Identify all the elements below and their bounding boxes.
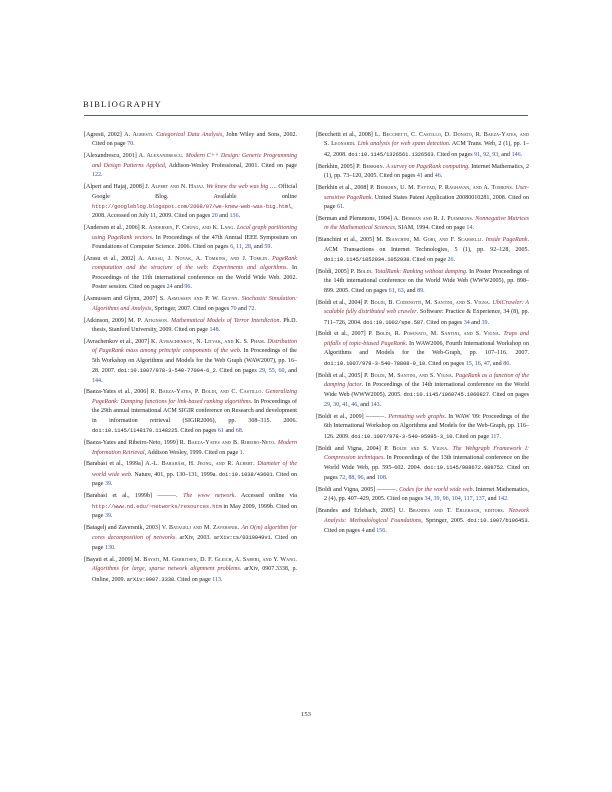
entry-publication-info-cont: in May 2009, 1999b. Cited on page <box>92 503 297 520</box>
entry-terminator: . <box>133 141 135 148</box>
entry-terminator: . <box>520 151 523 158</box>
entry-publication-info-cont: . Cited on pages <box>177 428 218 435</box>
page-reference[interactable]: 130 <box>104 544 115 551</box>
entry-title[interactable]: Stochastic Simulation: Algorithms and Analysis <box>92 296 298 312</box>
bibliography-entry <box>84 152 297 180</box>
citation-key: [Bianchini et al., 2005] <box>316 237 377 244</box>
page-reference[interactable]: 24 <box>166 284 173 291</box>
entry-authors: K. Avrachenkov, N. Litvak, and K. S. Pham. <box>150 338 268 345</box>
entry-authors: P. Boldi, B. Codenotti, M. Santini, and S. Vigna. <box>364 299 493 306</box>
entry-terminator: . <box>342 203 345 210</box>
entry-title[interactable]: The www network <box>183 493 235 500</box>
entry-authors: L. Becchetti, C. Castillo, D. Donato, R. Baeza-Yates, and S. Leonardi. <box>324 132 529 148</box>
page-reference[interactable]: 16 <box>474 360 481 367</box>
entry-publication-info-cont: . Cited on pages <box>433 151 475 158</box>
page-reference[interactable]: 93 <box>492 151 499 158</box>
entry-authors: R. Baeza-Yates, P. Boldi, and C. Castillo. <box>150 389 266 396</box>
bibliography-entry <box>84 556 297 585</box>
entry-authors: U. Brandes and T. Erlebach, editors. <box>398 508 509 514</box>
page-reference[interactable]: 89 <box>417 287 424 294</box>
page-reference[interactable]: 39 <box>104 513 111 520</box>
page-reference[interactable]: 20 <box>211 213 218 220</box>
entry-doi[interactable]: doi:10.1145/1148170.1148225 <box>92 427 178 435</box>
entry-publication-info-cont: . Cited on pages <box>324 518 530 534</box>
bibliography-entry: [Berkhin, 2005] P. Berkhin. A survey on PageRank computing. Internet Mathematics, 2 (1), pp. 73–120, 2005. Cited on pages 41 and 46. <box>316 163 529 180</box>
page-reference[interactable]: 55 <box>268 368 275 375</box>
entry-terminator: . <box>379 401 382 408</box>
entry-doi[interactable]: doi:10.1007/978-3-540-95995-3_10 <box>351 432 453 440</box>
page-reference[interactable]: 28 <box>244 244 252 251</box>
page-reference[interactable]: 72 <box>339 474 346 481</box>
bibliography-entry: [Boldi et al., 2004] P. Boldi, B. Codenotti, M. Santini, and S. Vigna. UbiCrawler: A scalable fully distributed web crawler. Software: Practice & Experience, 34 (8), pp. 711–726, 2004. doi:10.1002/spe.587. Cited on pages 34 and 39. <box>316 299 530 326</box>
page-number: 153 <box>301 711 311 718</box>
page-reference[interactable]: 72 <box>248 305 255 312</box>
page-reference[interactable]: 96 <box>184 284 191 291</box>
bibliography-entry <box>316 413 529 442</box>
entry-title[interactable]: Inside PageRank <box>485 237 528 244</box>
entry-authors: P. Boldi. <box>350 268 375 275</box>
entry-authors: P. Boldi and S. Vigna. <box>384 445 453 452</box>
page-reference[interactable]: 39 <box>433 496 440 503</box>
bibliography-entry: [Andersen et al., 2006] R. Andersen, F. Chung, and K. Lang. Local graph partitioning using PageRank vectors. In Proceedings of the 47th Annual IEEE Symposium on Foundations of Computer Science. 2006. Cited on pages 6, 11, 28, and 59. <box>84 225 298 251</box>
entry-title[interactable]: PageRank computation and the structure of the web: Experiments and algorithms <box>92 256 297 272</box>
page-reference[interactable]: 108 <box>376 474 386 481</box>
bibliography-entry: [Boldi et al., 2005] P. Boldi, M. Santini, and S. Vigna. PageRank as a function of the damping factor. In Proceedings of the 14th international conference on the World Wide Web (WWW2005). 2005. doi:10.1145/1060745.1060827. Cited on pages 29, 30, 41, 46, and 143. <box>316 372 530 408</box>
citation-key: [Becchetti et al., 2008] <box>316 132 375 138</box>
entry-terminator: . <box>509 360 511 367</box>
entry-doi[interactable]: doi:10.1007/b106453 <box>467 517 528 525</box>
page-reference[interactable]: 117 <box>463 496 473 503</box>
entry-terminator: . <box>190 284 192 291</box>
page-reference[interactable]: 122 <box>92 172 102 179</box>
bibliography-columns <box>84 131 530 691</box>
entry-publication-info: . In Proceedings of the 11th international conference on the World Wide Web. 2002. Poster session. Cited on pages <box>92 265 297 291</box>
entry-title[interactable]: A survey on PageRank computing <box>386 163 469 170</box>
citation-key: [Andersen et al., 2006] <box>84 225 142 232</box>
page-reference[interactable]: 41 <box>342 401 349 408</box>
bibliography-entry <box>84 492 297 521</box>
entry-publication-info: . In Proceedings of the 47th Annual IEEE Symposium on Foundations of Computer Science. 2006. Cited on pages <box>92 234 298 251</box>
bibliography-entry: [Avrachenkov et al., 2007] K. Avrachenkov, N. Litvak, and K. S. Pham. Distribution of PageRank mass among principle components of the web. In Proceedings of the 5th Workshop on Algorithms and Models for the Web Graph (WAW2007), pp. 16–28. 2007. doi:10.1007/978-3-540-77004-6_2. Cited on pages 29, 55, 60, and 144. <box>84 338 298 384</box>
entry-authors: J. Alpert and N. Hajaj. <box>145 184 207 191</box>
bibliography-entry: [Boldi, 2005] P. Boldi. TotalRank: Ranking without damping. In Poster Proceedings of the 14th international conference on the World Wide Web (WWW2005), pp. 898–899. 2005. Cited on pages 61, 63, and 89. <box>316 268 529 294</box>
entry-authors: P. Berkhin, U. M. Fayyad, P. Raghavan, and A. Tomkins. <box>370 185 516 192</box>
entry-authors: P. Berkhin. <box>356 163 387 170</box>
page-reference[interactable]: 46 <box>351 401 358 408</box>
citation-key: [Boldi and Vigna, 2004] <box>316 445 385 452</box>
entry-terminator: . <box>423 287 425 294</box>
entry-title[interactable]: Modern C++ Design: Generic Programming and Design Patterns Applied <box>92 153 297 169</box>
left-column <box>84 131 297 691</box>
entry-title[interactable]: An O(m) algorithm for cores decomposition of networks <box>92 524 297 542</box>
bibliography-entry <box>84 439 297 458</box>
citation-key: [Berman and Plemmons, 1994] <box>316 215 394 222</box>
entry-authors: ———. <box>376 486 400 493</box>
citation-key: [Baeza-Yates and Ribeiro-Neto, 1999] <box>84 440 180 447</box>
entry-title[interactable]: We knew the web was big … <box>206 184 276 191</box>
entry-authors: V. Batagelj and M. Zaversnik. <box>161 524 242 531</box>
page-reference[interactable]: 41 <box>416 173 423 180</box>
entry-publication-info-cont: . Cited on page <box>409 257 448 263</box>
entry-authors: A. Berman and R. J. Plemmons. <box>393 215 476 222</box>
entry-publication-info: . Nature, 401, pp. 130–131, 1999a. <box>131 471 219 478</box>
entry-terminator: . <box>487 319 490 326</box>
entry-terminator: . <box>110 481 113 488</box>
right-column <box>316 131 529 691</box>
citation-key: [Agresti, 2002] <box>84 132 125 138</box>
entry-authors: ———. <box>365 413 389 420</box>
entry-publication-info: . In Proceedings of the 29th annual international ACM SIGIR conference on Research and development in information retrieval (SIGIR2006), pp. 308–315. 2006. <box>92 398 297 424</box>
bibliography-entry <box>84 460 297 489</box>
entry-publication-info: . Internet Mathematics, 2 (4), pp. 407–429, 2005. Cited on pages <box>324 486 529 503</box>
entry-publication-info: . In Proceedings of the 13th international conference on the World Wide Web, pp. 595–602. 2004. <box>324 454 529 472</box>
page-reference[interactable]: 96 <box>357 474 364 481</box>
entry-publication-info-cont: . Cited on pages <box>324 465 530 481</box>
entry-authors: S. Asmussen and P. W. Glynn. <box>159 296 242 303</box>
page-reference[interactable]: 60 <box>278 368 285 375</box>
entry-publication-info-cont: , 2008. Accessed on July 11, 2009. Cited on pages <box>92 203 293 220</box>
page-reference[interactable]: 70 <box>127 141 134 148</box>
entry-publication-info: . In WAW '09: Proceedings of the 6th International Workshop on Algorithms and Models for the Web-Graph, pp. 116–126. 2009. <box>324 413 529 440</box>
citation-key: [Asmussen and Glynn, 2007] <box>84 296 160 303</box>
entry-publication-info: . Accessed online via <box>234 493 297 500</box>
page-reference[interactable]: 61 <box>388 287 395 294</box>
page-reference[interactable]: 47 <box>483 360 490 367</box>
entry-terminator: . <box>221 576 223 583</box>
page-reference[interactable]: 15 <box>465 360 472 367</box>
page-reference[interactable]: 117 <box>490 433 500 440</box>
entry-terminator: . <box>472 225 474 232</box>
entry-doi[interactable]: doi:10.1145/1060745.1060827 <box>403 391 489 399</box>
entry-title[interactable]: PageRank as a function of the damping factor <box>324 372 530 388</box>
entry-terminator: . <box>385 474 388 481</box>
running-head: BIBLIOGRAPHY <box>83 99 162 109</box>
entry-publication-info: . In Proceedings of the 5th Workshop on Algorithms and Models for the Web Graph (WAW2007), pp. 16–28. 2007. <box>92 348 297 375</box>
entry-title[interactable]: User-sensitive PageRank <box>324 185 529 201</box>
entry-publication-info: . United States Patent Application 20080010281, 2008. Cited on page <box>324 194 530 210</box>
entry-doi[interactable]: arXiv:cs/0310049v1 <box>213 534 271 542</box>
entry-terminator: . <box>238 213 241 220</box>
entry-authors: M. Bayati, M. Gerritsen, D. F. Gleich, A. Saberi, and Y. Wang. <box>134 556 297 563</box>
page-reference[interactable]: 91 <box>474 151 481 158</box>
citation-key: [Boldi et al., 2009] <box>316 413 366 420</box>
entry-publication-info: . arXiv, 2003. <box>175 535 214 542</box>
page-reference[interactable]: 61 <box>336 203 343 210</box>
entry-title[interactable]: Modern Information Retrieval <box>92 440 297 456</box>
entry-publication-info: . ACM Trans. Web, 2 (1), pp. 1–42, 2008. <box>324 141 529 158</box>
page-reference[interactable]: 156 <box>376 527 386 534</box>
citation-key: [Atkinson, 2009] <box>84 317 129 324</box>
citation-key: [Bayati et al., 2009] <box>84 556 135 563</box>
entry-doi[interactable]: doi:10.1002/spe.587 <box>363 318 424 326</box>
bibliography-entry: [Boldi and Vigna, 2004] P. Boldi and S. Vigna. The Webgraph Framework I: Compression techniques. In Proceedings of the 13th international conference on the World Wide Web, pp. 595–602. 2004. doi:10.1145/988672.988752. Cited on pages 72, 88, 96, and 108. <box>316 445 530 481</box>
header-rule <box>84 115 528 116</box>
page-reference[interactable]: 4 <box>361 527 365 534</box>
entry-authors: A. Agresti. <box>124 132 157 138</box>
bibliography-entry: [Baeza-Yates et al., 2006] R. Baeza-Yates, P. Boldi, and C. Castillo. Generalizing PageRank: Damping functions for link-based ranking algorithms. In Proceedings of the 29th annual international ACM SIGIR conference on Research and development in information retrieval (SIGIR2006), pp. 308–315. 2006. doi:10.1145/1148170.1148225. Cited on pages 61 and 68. <box>84 389 297 435</box>
page-reference[interactable]: 26 <box>447 257 454 263</box>
page-reference[interactable]: 92 <box>483 151 490 158</box>
entry-doi[interactable]: doi:10.1038/43601 <box>218 470 273 478</box>
page-reference[interactable]: 46 <box>434 173 441 180</box>
entry-terminator: . <box>101 377 103 384</box>
entry-doi[interactable]: doi:10.1007/978-3-540-77004-6_2 <box>117 367 216 375</box>
entry-title[interactable]: Mathematical Models of Terror Interdiction <box>171 317 280 324</box>
entry-title[interactable]: UbiCrawler: A scalable fully distributed web crawler <box>324 299 530 316</box>
entry-title[interactable]: Distribution of PageRank mass among principle components of the web <box>92 338 297 355</box>
page-reference[interactable]: 29 <box>324 401 331 408</box>
bibliography-entry <box>316 215 529 234</box>
bibliography-entry <box>84 131 297 150</box>
page-reference[interactable]: 96 <box>442 496 449 503</box>
page-reference[interactable]: 68 <box>235 428 242 435</box>
entry-publication-info: . In WAW2006, Fourth International Workshop on Algorithms and Models for the Web-Graph, pp. 107–116. 2007. <box>324 340 529 357</box>
bibliography-entry: [Becchetti et al., 2008] L. Becchetti, C. Castillo, D. Donato, R. Baeza-Yates, and S. Leonardi. Link analysis for web spam detection. ACM Trans. Web, 2 (1), pp. 1–42, 2008. doi:10.1145/1326561.1326563. Cited on pages 91, 92, 93, and 146. <box>316 132 529 158</box>
page-reference[interactable]: 137 <box>475 496 485 503</box>
entry-publication-info: . Software: Practice & Experience, 34 (8), pp. 711–726, 2004. <box>324 309 530 326</box>
page-reference[interactable]: 34 <box>424 496 431 503</box>
entry-publication-info: . In Proceedings of the 14th international conference on the World Wide Web (WWW2005). 2005. <box>324 382 529 399</box>
entry-authors: ———. <box>157 493 184 500</box>
bibliography-entry <box>316 236 529 265</box>
entry-publication-info: . Internet Mathematics, 2 (1), pp. 73–120, 2005. Cited on pages <box>324 163 529 180</box>
entry-publication-info-cont: . Cited on page <box>92 535 298 551</box>
entry-authors: M. Bianchini, M. Gori, and F. Scarselli. <box>376 237 486 244</box>
page-reference[interactable]: 86 <box>503 360 510 367</box>
citation-key: [Boldi and Vigna, 2005] <box>316 486 377 493</box>
entry-terminator: . <box>440 173 443 180</box>
entry-publication-info: , SIAM, 1994. Cited on page <box>395 225 467 232</box>
entry-publication-info: . Official Google Blog. Available online <box>92 184 298 200</box>
entry-terminator: . <box>101 172 103 179</box>
page-reference[interactable]: 39 <box>104 481 111 488</box>
entry-publication-info-cont: . Cited on pages <box>423 319 464 326</box>
entry-publication-info: . Ph.D. thesis, Stanford University, 2009. Cited on page <box>92 317 297 333</box>
page-reference[interactable]: 148 <box>209 326 219 333</box>
entry-publication-info-cont: . Cited on page <box>452 433 491 440</box>
entry-title[interactable]: Algorithms for large, sparse network alignment problems <box>92 566 240 573</box>
citation-key: [Batagelj and Zaversnik, 2003] <box>84 524 162 531</box>
bibliography-entry <box>84 524 297 553</box>
page-reference[interactable]: 1 <box>239 449 243 456</box>
entry-doi[interactable]: doi:10.1007/978-3-540-78808-9_10 <box>324 359 426 367</box>
page-reference[interactable]: 136 <box>229 213 239 220</box>
citation-key: [Boldi et al., 2007] <box>316 331 369 338</box>
entry-terminator: . <box>114 544 116 551</box>
entry-url[interactable]: http://googleblog.blogspot.com/2008/07/we-knew-web-was-big.html <box>92 202 292 210</box>
page-reference[interactable]: 63 <box>397 287 404 294</box>
page-reference[interactable]: 29 <box>258 368 265 375</box>
entry-publication-info: . arXiv, 0907.3338, p. Online, 2009. <box>92 566 297 583</box>
entry-publication-info: , John Wiley and Sons, 2002. Cited on page <box>92 132 298 148</box>
entry-terminator: . <box>242 449 245 456</box>
entry-publication-info-cont: . Cited on pages <box>425 360 466 367</box>
bibliography-entry: [Arasu et al., 2002] A. Arasu, J. Novak, A. Tomkins, and J. Tomlin. PageRank computation and the structure of the web: Experiments and algorithms. In Proceedings of the 11th international conference on the World Wide Web. 2002. Poster session. Cited on pages 24 and 96. <box>84 256 297 291</box>
citation-key: [Arasu et al., 2002] <box>84 256 139 262</box>
citation-key: [Avrachenkov et al., 2007] <box>84 338 151 345</box>
entry-authors: A. Arasu, J. Novak, A. Tomkins, and J. Tomlin. <box>138 256 273 262</box>
entry-title[interactable]: Local graph partitioning using PageRank vectors <box>92 225 298 241</box>
page-reference[interactable]: 11 <box>236 244 242 251</box>
entry-terminator: . <box>453 257 456 263</box>
entry-title[interactable]: Codes for the world wide web <box>399 486 473 493</box>
page-reference[interactable]: 143 <box>370 401 380 408</box>
entry-title[interactable]: Generalizing PageRank: Damping functions for link-based ranking algorithms <box>92 389 297 405</box>
citation-key: [Barabási et al., 1999a] <box>84 461 146 468</box>
citation-key: [Baeza-Yates et al., 2006] <box>84 389 151 396</box>
entry-authors: A.-L. Barabási, H. Jeong, and R. Albert. <box>145 461 258 468</box>
entry-terminator: . <box>110 513 113 520</box>
entry-publication-info: , Springer, 2005. <box>421 518 468 525</box>
citation-key: [Berkhin, 2005] <box>316 163 357 170</box>
entry-publication-info-cont: . Cited on page <box>92 471 297 488</box>
entry-publication-info: , Addison-Wesley Professional, 2001. Cited on page <box>164 162 297 169</box>
page-reference[interactable]: 59 <box>264 244 271 251</box>
entry-terminator: . <box>499 433 501 440</box>
entry-authors: P. Boldi, M. Santini, and S. Vigna. <box>364 372 456 379</box>
entry-authors: R. Andersen, F. Chung, and K. Lang. <box>141 225 237 232</box>
entry-title[interactable]: Categorical Data Analysis <box>156 132 223 138</box>
entry-authors: A. Alexandrescu. <box>138 153 186 160</box>
page-reference[interactable]: 146 <box>511 151 521 158</box>
citation-key: [Boldi, 2005] <box>316 268 351 275</box>
bibliography-entry: [Brandes and Erlebach, 2005] U. Brandes and T. Erlebach, editors. Network Analysis: Methodological Foundations, Springer, 2005. doi:10.1007/b106453. Cited on pages 4 and 156. <box>316 508 530 534</box>
bibliography-entry: [Boldi and Vigna, 2005] ———. Codes for the world wide web. Internet Mathematics, 2 (4), pp. 407–429, 2005. Cited on pages 34, 39, 96, 104, 117, 137, and 142. <box>316 486 529 503</box>
entry-terminator: . <box>254 305 256 312</box>
entry-terminator: . <box>270 244 272 251</box>
bibliography-entry: [Boldi et al., 2007] P. Boldi, R. Posenato, M. Santini, and S. Vigna. Traps and pitfalls of topic-biased PageRank. In WAW2006, Fourth International Workshop on Algorithms and Models for the Web-Graph, pp. 107–116. 2007. doi:10.1007/978-3-540-78808-9_10. Cited on pages 15, 16, 47, and 86. <box>316 331 529 367</box>
citation-key: [Alpert and Hajaj, 2008] <box>84 184 146 191</box>
citation-key: [Berkhin et al., 2008] <box>316 185 371 192</box>
entry-title[interactable]: Traps and pitfalls of topic-biased PageRank <box>324 331 529 347</box>
page-reference[interactable]: 88 <box>348 474 355 481</box>
entry-publication-info-cont: . Cited on pages <box>488 392 529 399</box>
bibliography-entry <box>84 317 297 336</box>
entry-publication-info-cont: . Cited on page <box>174 576 213 583</box>
entry-authors: M. P. Atkinson. <box>128 317 172 324</box>
entry-doi[interactable]: doi:10.1145/1326561.1326563 <box>348 150 434 158</box>
page-reference[interactable]: 30 <box>333 401 340 408</box>
page-reference[interactable]: 6 <box>230 244 234 251</box>
bibliography-entry <box>316 184 529 212</box>
page-reference[interactable]: 104 <box>451 496 461 503</box>
citation-key: [Boldi et al., 2004] <box>316 299 365 306</box>
entry-publication-info: . In Poster Proceedings of the 14th international conference on the World Wide Web (WWW2005), pp. 898–899. 2005. Cited on pages <box>324 268 529 294</box>
entry-title[interactable]: The Webgraph Framework I: Compression techniques <box>324 445 530 461</box>
page-reference[interactable]: 142 <box>498 496 508 503</box>
entry-title[interactable]: Nonnegative Matrices in the Mathematical Sciences <box>324 215 529 232</box>
entry-terminator: . <box>241 428 244 435</box>
entry-terminator: . <box>385 527 387 534</box>
entry-publication-info: . ACM Transactions on Internet Technologies, 5 (1), pp. 92–128, 2005. <box>324 237 529 253</box>
citation-key: [Alexandrescu, 2001] <box>84 153 139 160</box>
entry-doi[interactable]: doi:10.1145/1052934.1052938 <box>324 256 410 263</box>
page-reference[interactable]: 14 <box>466 225 473 232</box>
entry-publication-info-cont: . Cited on pages <box>215 368 259 375</box>
entry-authors: P. Boldi, R. Posenato, M. Santini, and S. Vigna. <box>368 331 504 338</box>
page-reference[interactable]: 34 <box>463 319 470 326</box>
citation-key: [Barabási et al., 1999b] <box>84 493 158 500</box>
entry-terminator: . <box>507 496 509 503</box>
page-reference[interactable]: 70 <box>230 305 237 312</box>
page-reference[interactable]: 61 <box>217 428 224 435</box>
entry-doi[interactable]: doi:10.1145/988672.988752 <box>423 464 503 472</box>
entry-title[interactable]: TotalRank: Ranking without damping <box>374 268 466 275</box>
entry-publication-info: , Addison Wesley, 1999. Cited on page <box>144 449 240 456</box>
entry-authors: R. Baeza-Yates and B. Ribeiro-Neto. <box>179 440 278 447</box>
entry-terminator: . <box>218 326 221 333</box>
page-reference[interactable]: 39 <box>481 319 488 326</box>
bibliography-entry: [Alpert and Hajaj, 2008] J. Alpert and N. Hajaj. We knew the web was big …. Official Google Blog. Available online http://googleblog.blogspot.com/2008/07/we-knew-web-was-big.html, 2008. Accessed on July 11, 2009. Cited on pages 20 and 136. <box>84 184 298 220</box>
page-reference[interactable]: 144 <box>92 377 102 384</box>
entry-publication-info: , Springer, 2007. Cited on pages <box>151 305 231 312</box>
entry-title[interactable]: Diameter of the world wide web <box>92 461 298 478</box>
citation-key: [Brandes and Erlebach, 2005] <box>316 508 399 514</box>
bibliography-entry: [Asmussen and Glynn, 2007] S. Asmussen and P. W. Glynn. Stochastic Simulation: Algorithms and Analysis, Springer, 2007. Cited on pages 70 and 72. <box>84 296 298 312</box>
entry-title[interactable]: Link analysis for web spam detection <box>357 141 449 148</box>
entry-url[interactable]: http://www.nd.edu/~networks/resources.htm <box>92 502 222 510</box>
entry-title[interactable]: Network Analysis: Methodological Foundations <box>324 508 529 525</box>
page-reference[interactable]: 113 <box>212 576 222 583</box>
entry-title[interactable]: Permuting web graphs <box>388 413 445 420</box>
entry-doi[interactable]: arXiv:0907.3338 <box>126 575 175 583</box>
citation-key: [Boldi et al., 2005] <box>316 372 365 379</box>
